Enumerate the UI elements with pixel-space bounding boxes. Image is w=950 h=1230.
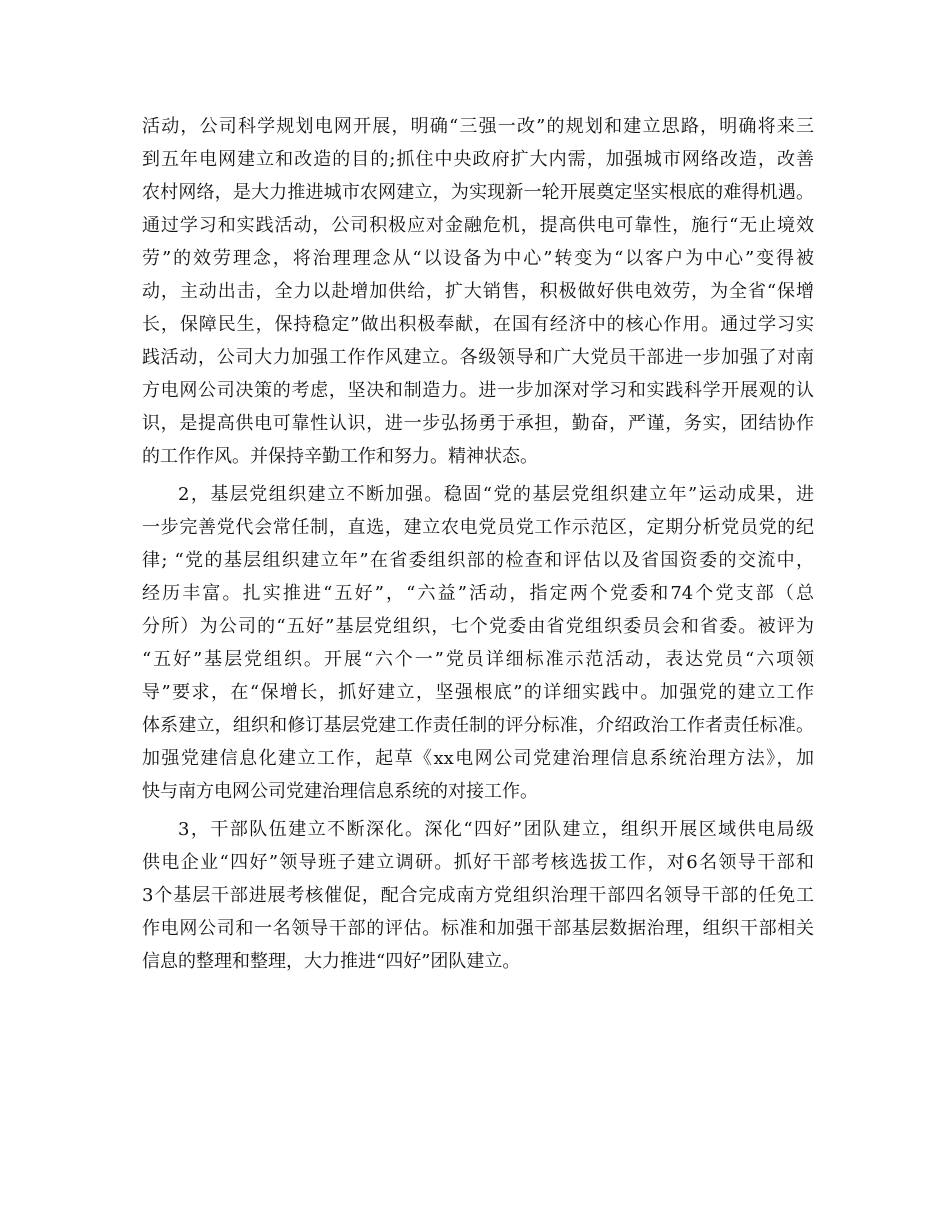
paragraph-2 [142,478,814,808]
text-line: 供电企业“四好”领导班子建立调研。抓好干部考核选拔工作，对6名领导干部和 [142,852,814,873]
text-line: 体系建立，组织和修订基层党建工作责任制的评分标准，介绍政治工作者责任标准。 [142,715,814,736]
text-line: 加强党建信息化建立工作，起草《xx电网公司党建治理信息系统治理方法》，加 [142,748,814,769]
text-line: 导”要求，在“保增长，抓好建立，坚强根底”的详细实践中。加强党的建立工作 [142,682,814,703]
text-line: 通过学习和实践活动，公司积极应对金融危机，提高供电可靠性，施行“无止境效 [142,215,814,236]
text-line: 经历丰富。扎实推进“五好”，“六益”活动，指定两个党委和74个党支部（总 [142,583,814,604]
paragraph-3 [142,813,814,978]
text-line: 长，保障民生，保持稳定”做出积极奉献，在国有经济中的核心作用。通过学习实 [142,314,814,335]
text-line: 践活动，公司大力加强工作作风建立。各级领导和广大党员干部进一步加强了对南 [142,347,814,368]
text-line: “五好”基层党组织。开展“六个一”党员详细标准示范活动，表达党员“六项领 [142,649,814,670]
text-line: 律; “党的基层组织建立年”在省委组织部的检查和评估以及省国资委的交流中， [142,550,814,571]
text-line: 作电网公司和一名领导干部的评估。标准和加强干部基层数据治理，组织干部相关 [142,918,814,939]
text-line: 动，主动出击，全力以赴增加供给，扩大销售，积极做好供电效劳，为全省“保增 [142,281,814,302]
text-line: 农村网络，是大力推进城市农网建立，为实现新一轮开展奠定坚实根底的难得机遇。 [142,182,814,203]
paragraph-1 [142,110,814,473]
text-line: 的工作作风。并保持辛勤工作和努力。精神状态。 [142,446,538,467]
text-line: 一步完善党代会常任制，直选，建立农电党员党工作示范区，定期分析党员党的纪 [142,517,814,538]
text-line: 3个基层干部进展考核催促，配合完成南方党组织治理干部四名领导干部的任免工 [142,885,814,906]
text-line: 活动，公司科学规划电网开展，明确“三强一改”的规划和建立思路，明确将来三 [142,116,814,137]
text-line: 分所）为公司的“五好”基层党组织，七个党委由省党组织委员会和省委。被评为 [142,616,814,637]
text-line: 快与南方电网公司党建治理信息系统的对接工作。 [142,781,538,802]
text-line: 方电网公司决策的考虑，坚决和制造力。进一步加深对学习和实践科学开展观的认 [142,380,814,401]
text-line: 识，是提高供电可靠性认识，进一步弘扬勇于承担，勤奋，严谨，务实，团结协作 [142,413,814,434]
text-line: 劳”的效劳理念，将治理理念从“以设备为中心”转变为“以客户为中心”变得被 [142,248,814,269]
text-line: 3，干部队伍建立不断深化。深化“四好”团队建立，组织开展区域供电局级 [178,819,814,840]
text-line: 2，基层党组织建立不断加强。稳固“党的基层党组织建立年”运动成果，进 [178,484,814,505]
text-line: 信息的整理和整理，大力推进“四好”团队建立。 [142,951,521,972]
text-line: 到五年电网建立和改造的目的;抓住中央政府扩大内需，加强城市网络改造，改善 [142,149,814,170]
body-text [142,110,814,978]
